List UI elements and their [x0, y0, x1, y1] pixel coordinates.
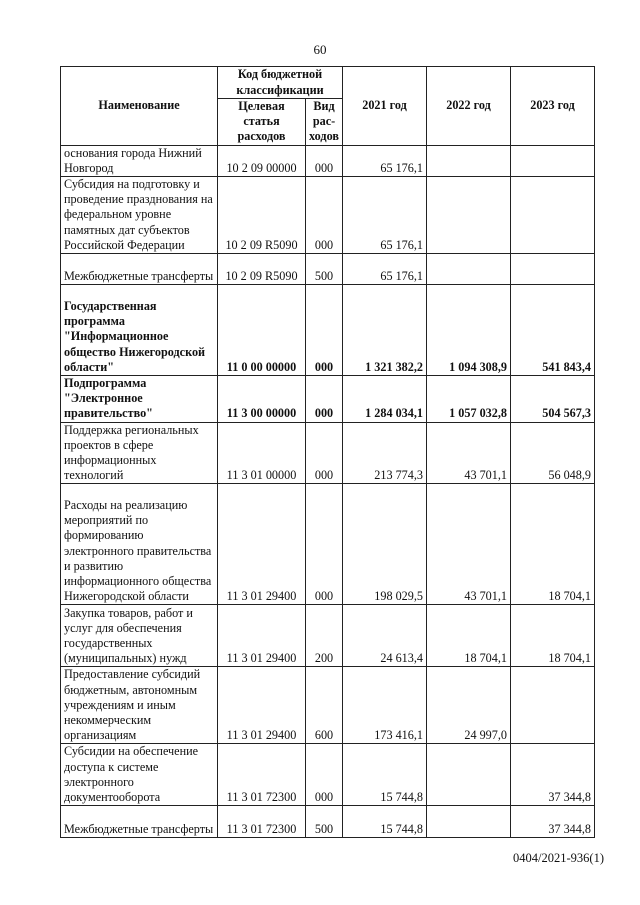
row-value-2021: 65 176,1 — [343, 254, 427, 285]
row-name: Предоставление субсидий бюджетным, автономным учреждениям и иным некоммерческим организациям — [61, 667, 218, 744]
row-target-article: 10 2 09 R5090 — [218, 254, 306, 285]
document-code: 0404/2021-936(1) — [513, 851, 604, 865]
row-name: Подпрограмма "Электронное правительство" — [61, 376, 218, 423]
row-value-2023: 18 704,1 — [511, 484, 595, 605]
row-value-2022 — [427, 145, 511, 176]
row-name: Субсидия на подготовку и проведение празднования на федеральном уровне памятных дат субъектов Российской Федерации — [61, 177, 218, 254]
header-expense-kind: Вид рас-ходов — [306, 99, 343, 146]
row-value-2022: 24 997,0 — [427, 667, 511, 744]
row-value-2023: 56 048,9 — [511, 422, 595, 484]
row-value-2023: 37 344,8 — [511, 806, 595, 838]
row-name: Поддержка региональных проектов в сфере информационных технологий — [61, 422, 218, 484]
row-value-2022: 1 057 032,8 — [427, 376, 511, 423]
table-row — [61, 667, 595, 744]
budget-table — [60, 66, 595, 838]
row-name: основания города Нижний Новгород — [61, 145, 218, 176]
row-value-2021: 24 613,4 — [343, 605, 427, 667]
table-row — [61, 177, 595, 254]
row-expense-kind: 500 — [306, 254, 343, 285]
row-target-article: 11 0 00 00000 — [218, 285, 306, 376]
row-expense-kind: 000 — [306, 484, 343, 605]
page-number: 60 — [313, 42, 327, 57]
table-row — [61, 744, 595, 806]
row-value-2021: 1 321 382,2 — [343, 285, 427, 376]
row-target-article: 11 3 00 00000 — [218, 376, 306, 423]
row-value-2021: 198 029,5 — [343, 484, 427, 605]
header-name: Наименование — [61, 67, 218, 146]
row-value-2022: 18 704,1 — [427, 605, 511, 667]
row-value-2023 — [511, 145, 595, 176]
row-value-2022 — [427, 254, 511, 285]
row-name: Закупка товаров, работ и услуг для обеспечения государственных (муниципальных) нужд — [61, 605, 218, 667]
row-value-2021: 213 774,3 — [343, 422, 427, 484]
row-name: Субсидии на обеспечение доступа к системе электронного документооборота — [61, 744, 218, 806]
row-target-article: 11 3 01 29400 — [218, 605, 306, 667]
row-value-2021: 15 744,8 — [343, 744, 427, 806]
row-expense-kind: 000 — [306, 744, 343, 806]
row-value-2023: 18 704,1 — [511, 605, 595, 667]
row-target-article: 10 2 09 00000 — [218, 145, 306, 176]
row-target-article: 11 3 01 00000 — [218, 422, 306, 484]
table-row — [61, 254, 595, 285]
header-target-article: Целевая статья расходов — [218, 99, 306, 146]
row-value-2022: 43 701,1 — [427, 484, 511, 605]
header-2023: 2023 год — [511, 67, 595, 146]
table-row — [61, 285, 595, 376]
row-expense-kind: 000 — [306, 285, 343, 376]
table-body — [61, 145, 595, 838]
row-value-2021: 15 744,8 — [343, 806, 427, 838]
row-expense-kind: 000 — [306, 422, 343, 484]
row-value-2023: 541 843,4 — [511, 285, 595, 376]
row-expense-kind: 000 — [306, 177, 343, 254]
row-value-2022 — [427, 806, 511, 838]
row-expense-kind: 500 — [306, 806, 343, 838]
row-value-2023: 504 567,3 — [511, 376, 595, 423]
table-row — [61, 376, 595, 423]
row-name: Государственная программа "Информационное общество Нижегородской области" — [61, 285, 218, 376]
row-value-2022 — [427, 744, 511, 806]
row-target-article: 11 3 01 29400 — [218, 667, 306, 744]
row-value-2023 — [511, 177, 595, 254]
row-name: Расходы на реализацию мероприятий по формированию электронного правительства и развитию информационного общества Нижегородской области — [61, 484, 218, 605]
row-value-2023 — [511, 667, 595, 744]
row-expense-kind: 200 — [306, 605, 343, 667]
table-row — [61, 145, 595, 176]
header-code-group: Код бюджетной классификации — [218, 67, 343, 99]
row-value-2023: 37 344,8 — [511, 744, 595, 806]
table-row — [61, 806, 595, 838]
row-value-2022: 1 094 308,9 — [427, 285, 511, 376]
row-value-2022: 43 701,1 — [427, 422, 511, 484]
row-expense-kind: 000 — [306, 376, 343, 423]
table-row — [61, 484, 595, 605]
table-row — [61, 422, 595, 484]
row-value-2021: 65 176,1 — [343, 177, 427, 254]
row-target-article: 11 3 01 72300 — [218, 744, 306, 806]
header-2021: 2021 год — [343, 67, 427, 146]
row-value-2023 — [511, 254, 595, 285]
row-name: Межбюджетные трансферты — [61, 254, 218, 285]
row-target-article: 11 3 01 29400 — [218, 484, 306, 605]
row-name: Межбюджетные трансферты — [61, 806, 218, 838]
row-value-2021: 173 416,1 — [343, 667, 427, 744]
row-target-article: 11 3 01 72300 — [218, 806, 306, 838]
row-target-article: 10 2 09 R5090 — [218, 177, 306, 254]
row-expense-kind: 000 — [306, 145, 343, 176]
header-2022: 2022 год — [427, 67, 511, 146]
row-value-2021: 65 176,1 — [343, 145, 427, 176]
row-expense-kind: 600 — [306, 667, 343, 744]
row-value-2022 — [427, 177, 511, 254]
row-value-2021: 1 284 034,1 — [343, 376, 427, 423]
table-row — [61, 605, 595, 667]
